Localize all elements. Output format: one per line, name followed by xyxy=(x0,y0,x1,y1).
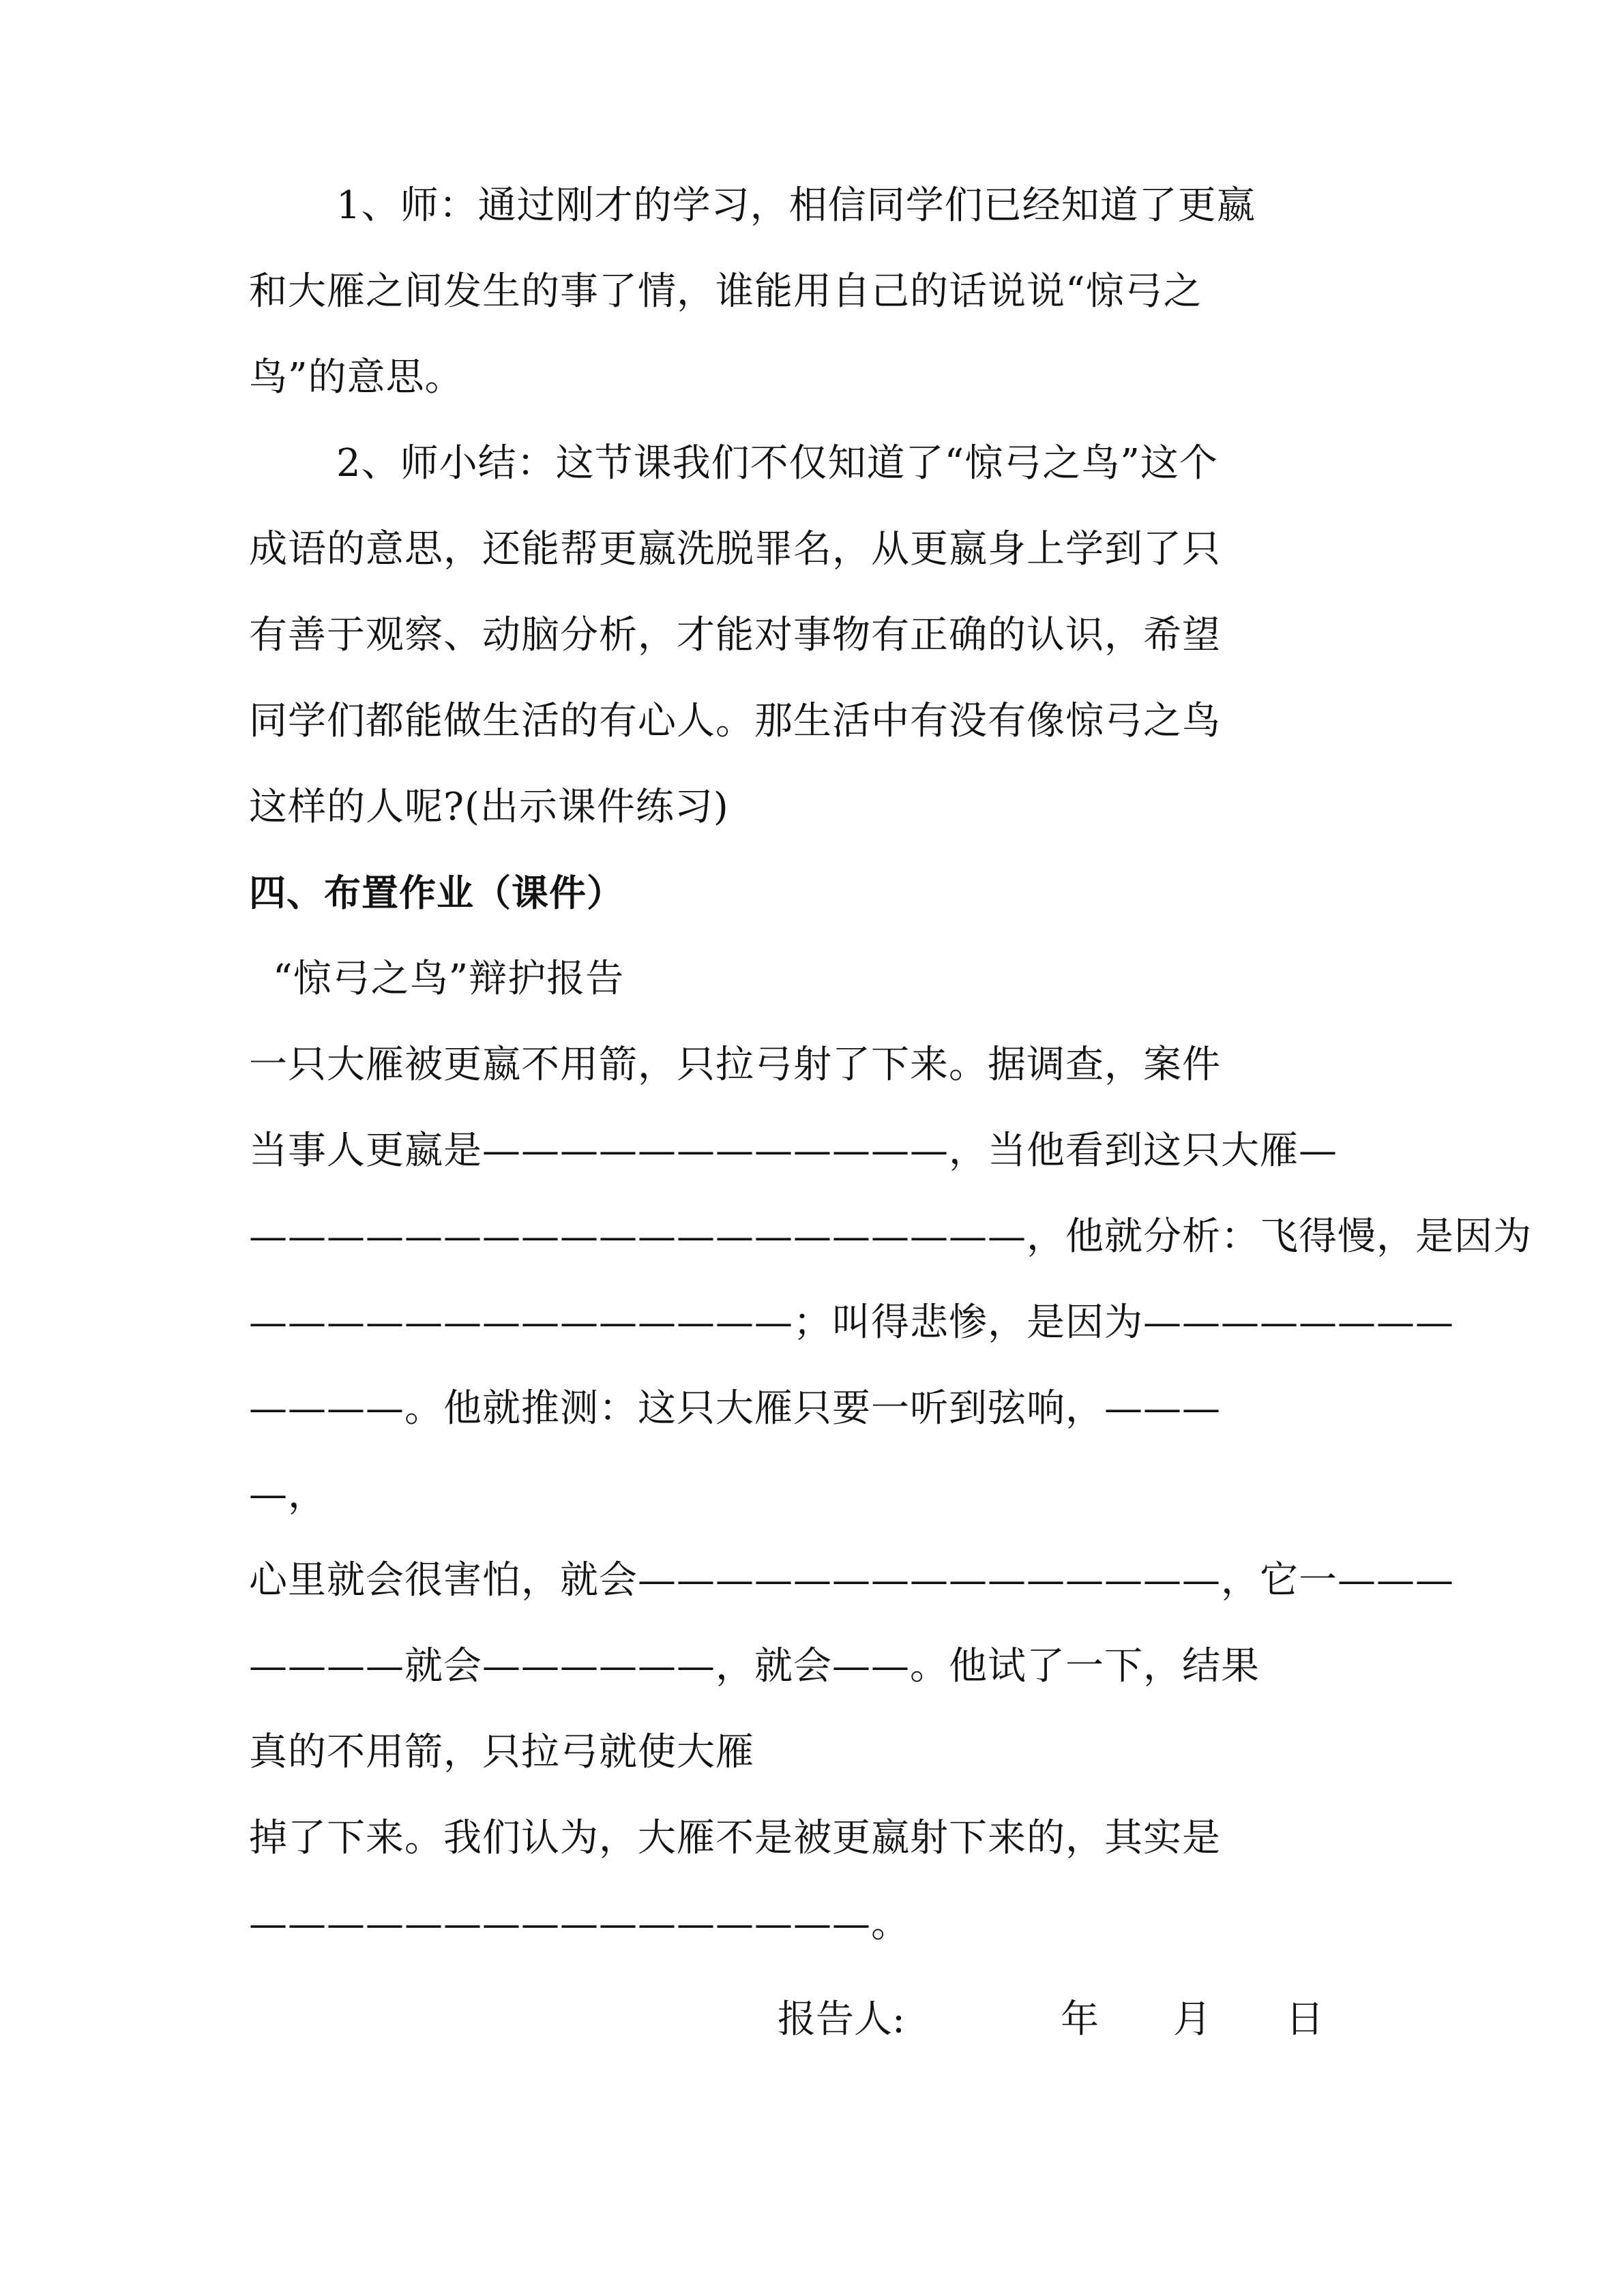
report-line-1: 一只大雁被更嬴不用箭，只拉弓射了下来。据调查，案件 xyxy=(249,1043,1221,1087)
section-heading: 四、布置作业（课件） xyxy=(249,871,624,914)
paragraph-1-line-3: 鸟”的意思。 xyxy=(249,355,464,400)
report-line-9: 真的不用箭，只拉弓就使大雁 xyxy=(249,1730,754,1774)
report-line-10: 掉了下来。我们认为，大雁不是被更嬴射下来的，其实是 xyxy=(249,1816,1221,1860)
paragraph-1-line-2: 和大雁之间发生的事了情，谁能用自己的话说说“惊弓之 xyxy=(249,269,1202,314)
report-line-8: ————就会——————，就会——。他试了一下，结果 xyxy=(249,1644,1260,1688)
reporter-label: 报告人: xyxy=(778,1997,905,2042)
month-label: 月 xyxy=(1173,1997,1211,2042)
paragraph-1-line-1: 1、师：通过刚才的学习，相信同学们已经知道了更嬴 xyxy=(336,183,1256,228)
report-line-6: —， xyxy=(249,1472,327,1517)
paragraph-2-line-5: 这样的人呢?(出示课件练习) xyxy=(249,785,729,829)
paragraph-2-line-1: 2、师小结：这节课我们不仅知道了“惊弓之鸟”这个 xyxy=(336,441,1218,486)
report-line-7: 心里就会很害怕，就会———————————————，它一——— xyxy=(249,1558,1454,1602)
paragraph-2-line-4: 同学们都能做生活的有心人。那生活中有没有像惊弓之鸟 xyxy=(249,699,1221,743)
paragraph-2-line-3: 有善于观察、动脑分析，才能对事物有正确的认识，希望 xyxy=(249,613,1221,657)
report-line-4: ——————————————；叫得悲惨，是因为———————— xyxy=(249,1300,1454,1345)
report-line-3: ————————————————————，他就分析：飞得慢，是因为 xyxy=(249,1214,1532,1259)
report-line-5: ————。他就推测：这只大雁只要一听到弦响，——— xyxy=(249,1386,1221,1431)
report-title: “惊弓之鸟”辩护报告 xyxy=(273,957,625,1001)
report-line-2: 当事人更嬴是————————————，当他看到这只大雁— xyxy=(249,1129,1338,1173)
year-label: 年 xyxy=(1061,1997,1099,2042)
report-line-11: ————————————————。 xyxy=(249,1902,910,1946)
paragraph-2-line-2: 成语的意思，还能帮更嬴洗脱罪名，从更嬴身上学到了只 xyxy=(249,527,1221,571)
day-label: 日 xyxy=(1286,1997,1324,2042)
